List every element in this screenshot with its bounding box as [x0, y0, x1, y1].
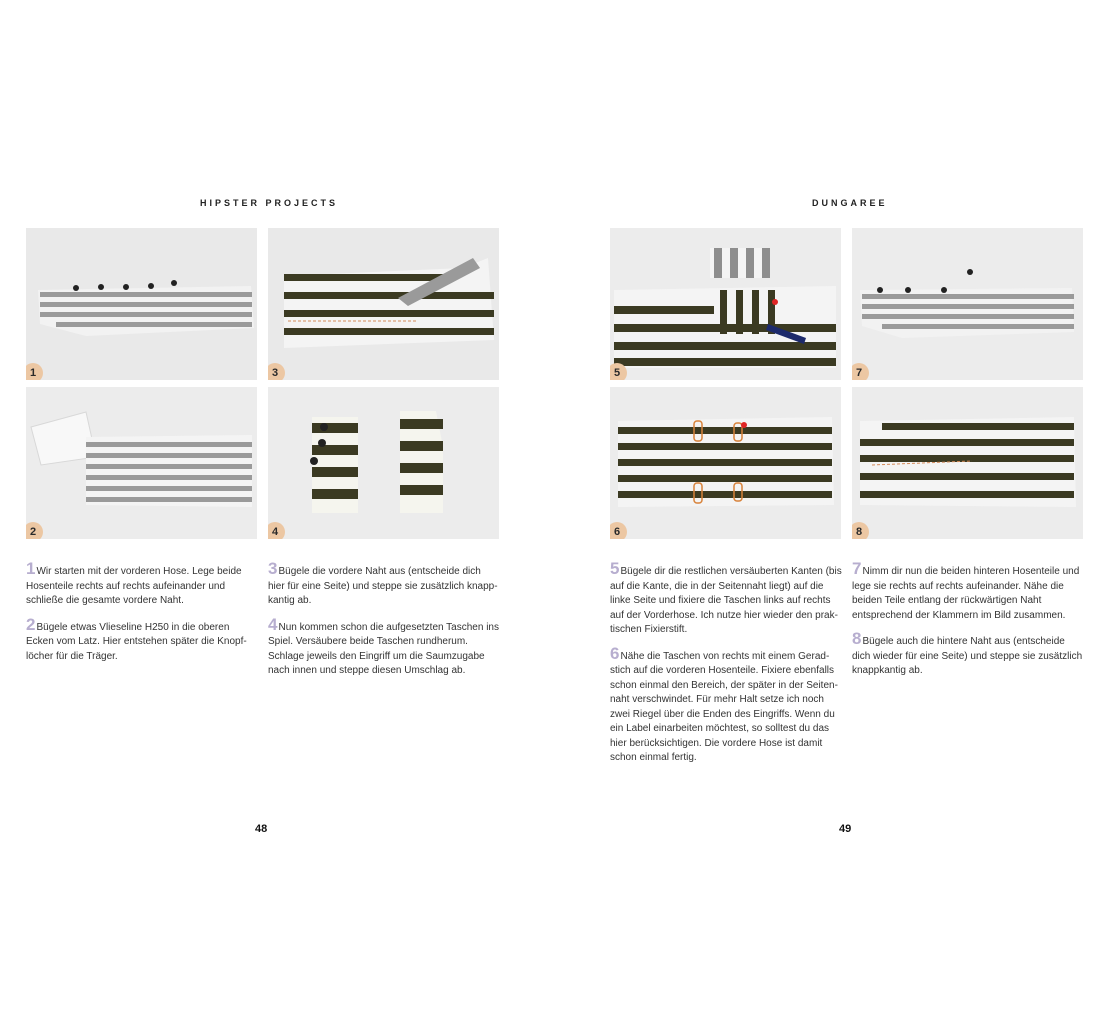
step-text: Nähe die Taschen von rechts mit einem Geradstich auf die vorderen Hosenteile. Fixiere ebenfalls schon einmal den Bereich, der später in der Seitennaht verschwindet. Für mehr Halt setze ich noch zwei Riegel über die Enden des Eingriffs. Wenn du ein Label einarbeiten möchtest, so solltest du das hier berücksichtigen. Die vordere Hose ist damit schon einmal fertig.	[610, 650, 838, 763]
step-badge: 2	[26, 522, 43, 539]
step-4-paragraph	[268, 614, 500, 679]
photo-3-image	[268, 228, 499, 380]
step-8-paragraph	[852, 629, 1084, 679]
step-text: Bügele etwas Vlieseline H250 in die oberen Ecken vom Latz. Hier entstehen später die Knopflöcher für die Träger.	[26, 621, 247, 662]
photo-6-image	[610, 387, 841, 539]
step-number: 6	[610, 643, 620, 663]
step-text: Nimm dir nun die beiden hinteren Hosenteile und lege sie rechts auf rechts aufeinander. Nähe die beiden Teile entlang der rückwärtigen Naht entsprechend der Klammern im Bild zusammen.	[852, 566, 1080, 621]
step-2-paragraph	[26, 614, 258, 665]
photo-4-image	[268, 387, 499, 539]
step-7-paragraph	[852, 559, 1084, 623]
left-page-number: 48	[255, 823, 268, 835]
photo-7-image	[852, 228, 1083, 380]
step-number: 5	[610, 559, 620, 578]
step-text: Bügele auch die hintere Naht aus (entscheide dich wieder für eine Seite) und steppe sie zusätzlich knappkantig ab.	[852, 636, 1083, 676]
photo-8-image	[852, 387, 1083, 539]
step-number: 3	[268, 559, 278, 578]
step-6-paragraph	[610, 643, 842, 766]
step-photo-6	[610, 387, 841, 539]
step-3-paragraph	[268, 559, 500, 609]
step-number: 4	[268, 614, 278, 634]
step-badge: 6	[610, 522, 627, 539]
step-badge: 7	[852, 363, 869, 380]
step-number: 2	[26, 614, 36, 634]
left-text-column-2	[268, 559, 500, 688]
step-number: 7	[852, 559, 862, 578]
left-text-column-1	[26, 559, 258, 673]
right-running-header: DUNGAREE	[812, 198, 888, 208]
step-photo-4	[268, 387, 499, 539]
step-photo-3	[268, 228, 499, 380]
left-running-header: HIPSTER PROJECTS	[200, 198, 339, 208]
step-1-paragraph	[26, 559, 258, 609]
step-photo-2	[26, 387, 257, 539]
step-text: Bügele die vordere Naht aus (entscheide dich hier für eine Seite) und steppe sie zusätzlich knappkantig ab.	[268, 566, 498, 606]
photo-1-image	[26, 228, 257, 380]
step-number: 1	[26, 559, 36, 578]
step-badge: 1	[26, 363, 43, 380]
step-text: Nun kommen schon die aufgesetzten Taschen ins Spiel. Versäubere beide Taschen rundherum. Schlage jeweils den Eingriff um die Saumzugabe nach innen und steppe diesen Umschlag ab.	[268, 621, 499, 676]
step-photo-5	[610, 228, 841, 380]
photo-2-image	[26, 387, 257, 539]
right-text-column-1	[610, 559, 842, 775]
step-badge: 5	[610, 363, 627, 380]
right-text-column-2	[852, 559, 1084, 688]
step-photo-1	[26, 228, 257, 380]
step-photo-7	[852, 228, 1083, 380]
photo-5-image	[610, 228, 841, 380]
step-badge: 8	[852, 522, 869, 539]
step-photo-8	[852, 387, 1083, 539]
right-page-number: 49	[839, 823, 852, 835]
step-badge: 4	[268, 522, 285, 539]
step-text: Bügele dir die restlichen versäuberten Kanten (bis auf die Kante, die in der Seitennaht liegt) auf die linke Seite und fixiere die Taschen links auf rechts auf der Vorderhose. Ich nutze hier wieder den praktischen Fixierstift.	[610, 566, 842, 635]
step-badge: 3	[268, 363, 285, 380]
step-number: 8	[852, 629, 862, 648]
step-5-paragraph	[610, 559, 842, 638]
step-text: Wir starten mit der vorderen Hose. Lege beide Hosenteile rechts auf rechts aufeinander und schließe die gesamte vordere Naht.	[26, 566, 242, 606]
